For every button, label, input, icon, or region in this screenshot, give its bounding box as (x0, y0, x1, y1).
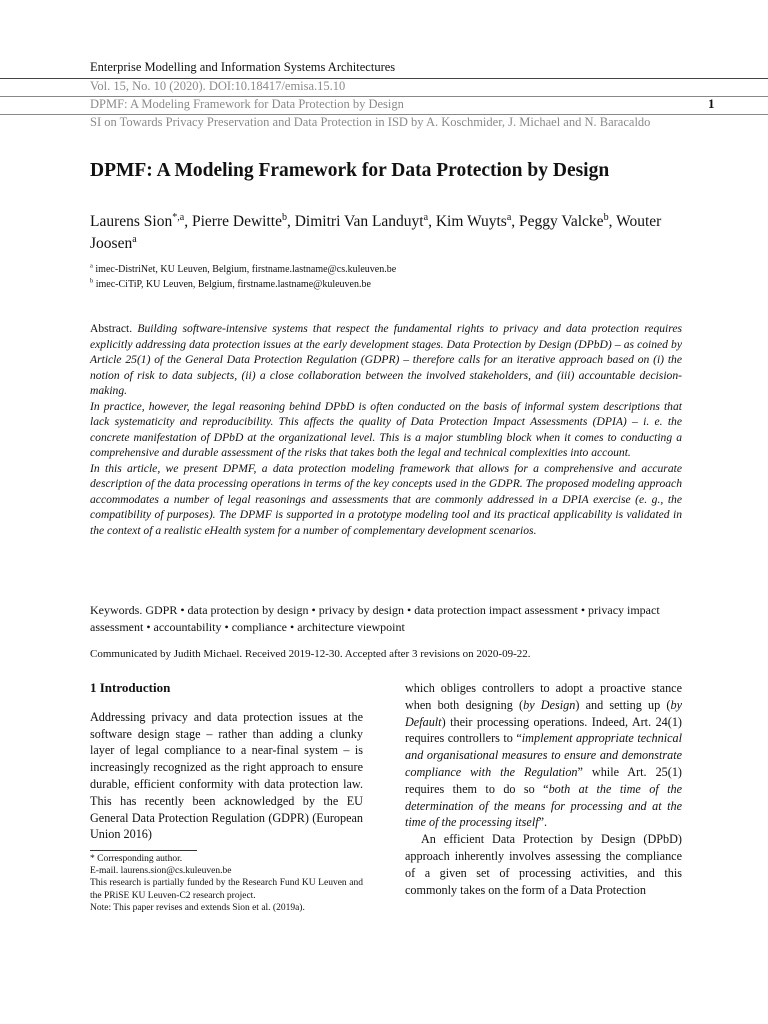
communicated-line: Communicated by Judith Michael. Received 2019-12-30. Accepted after 3 revisions on 2020-09-22. (90, 648, 531, 660)
footnote-note: Note: This paper revises and extends Sion et al. (2019a). (90, 902, 305, 913)
author: Dimitri Van Landuyt$^a$, (294, 211, 436, 230)
abstract-paragraph-1: Abstract. Building software-intensive systems that respect the fundamental rights to privacy and data protection requires explicitly addressing data protection issues at the early development stages. Data Protection by Design (DPbD) – as coined by Article 25(1) of the General Data Protection Regulation (GDPR) – therefore calls for an iterative approach based on (i) the notion of risk to data subjects, (ii) a close collaboration between the involved stakeholders, and (iii) accountable decision-making. (90, 322, 682, 397)
footnotes (90, 853, 363, 914)
intro-paragraph-right-2: An efficient Data Protection by Design (DPbD) approach inherently involves assessing the compliance of a given set of processing activities, and this commonly takes on the form of a Data Protection (405, 832, 682, 897)
author-list (90, 211, 690, 255)
special-issue: SI on Towards Privacy Preservation and Data Protection in ISD by A. Koschmider, J. Michael and N. Baracaldo (90, 115, 651, 129)
author: Pierre Dewitte$^b$, (192, 211, 295, 230)
running-title: DPMF: A Modeling Framework for Data Protection by Design (90, 97, 404, 111)
right-column (405, 680, 682, 898)
footnote-corresponding: * Corresponding author. (90, 854, 183, 864)
page-number: 1 (708, 96, 715, 111)
affiliation-a: $^a$ imec-DistriNet, KU Leuven, Belgium, firstname.lastname@cs.kuleuven.be (90, 262, 397, 275)
abstract-paragraph-2: In practice, however, the legal reasoning behind DPbD is often conducted on the basis of informal system descriptions that lack systematicity and reproducibility. This affects the quality of Data Protection Impact Assessments (DPIA) – i. e. the concrete manifestation of DPbD at the organizational level. This is a major stumbling block when it comes to conducting a comprehensive and durable assessment of the risks that takes both the legal and technical complexities into account. (90, 399, 682, 459)
abstract-paragraph-3: In this article, we present DPMF, a data protection modeling framework that allows for a comprehensive and accurate description of the data processing operations in terms of the key concepts used in the GDPR. The proposed modeling approach accommodates a number of legal reasonings and assessments that are commonly addressed in a DPIA exercise (e. g., the compatibility of purposes). The DPMF is supported in a prototype modeling tool and its practical applicability is validated in the context of a realistic eHealth system for a number of complementary development scenarios. (90, 461, 682, 537)
affiliation-b: $^b$ imec-CiTiP, KU Leuven, Belgium, firstname.lastname@kuleuven.be (90, 277, 371, 290)
footnote-funding: This research is partially funded by the Research Fund KU Leuven and the PRiSE KU Leuven-C2 research project. (90, 878, 363, 901)
author: Wouter Joosen$^a$ (90, 213, 662, 252)
footnote-rule (90, 850, 197, 851)
section-heading: 1 Introduction (90, 680, 171, 695)
intro-paragraph-right-1: which obliges controllers to adopt a proactive stance when both designing (by Design) and setting up (by Default) their processing operations. Indeed, Art. 24(1) requires controllers to “implement appropriate technical and organisational measures to ensure and demonstrate compliance with the Regulation” while Art. 25(1) requires them to do so “both at the time of the determination of the means for processing and at the time of the processing itself”. (405, 681, 683, 830)
journal-name: Enterprise Modelling and Information Systems Architectures (90, 60, 396, 74)
keywords: Keywords. GDPR • data protection by design • privacy by design • data protection impact assessment • privacy impact assessment • accountability • compliance • architecture viewpoint (90, 603, 660, 634)
author: Kim Wuyts$^a$, (435, 211, 520, 230)
author: Laurens Sion$^{*,a}$, (90, 211, 192, 230)
volume-doi: Vol. 15, No. 10 (2020). DOI:10.18417/emisa.15.10 (90, 79, 346, 93)
intro-paragraph-left: Addressing privacy and data protection issues at the software design stage – rather than adding a clunky layer of legal compliance to a near-final system – is increasingly recognized as the right approach to ensure durable, efficient conformity with data protection law. This has recently been acknowledged by the EU General Data Protection Regulation (GDPR) (European Union 2016) (90, 709, 363, 842)
abstract-label: Abstract. (90, 322, 133, 335)
author: Peggy Valcke$^b$, (519, 211, 617, 230)
footnote-email: E-mail. laurens.sion@cs.kuleuven.be (90, 866, 232, 877)
paper-title: DPMF: A Modeling Framework for Data Protection by Design (90, 160, 610, 181)
left-column (90, 680, 363, 843)
abstract (90, 321, 682, 538)
